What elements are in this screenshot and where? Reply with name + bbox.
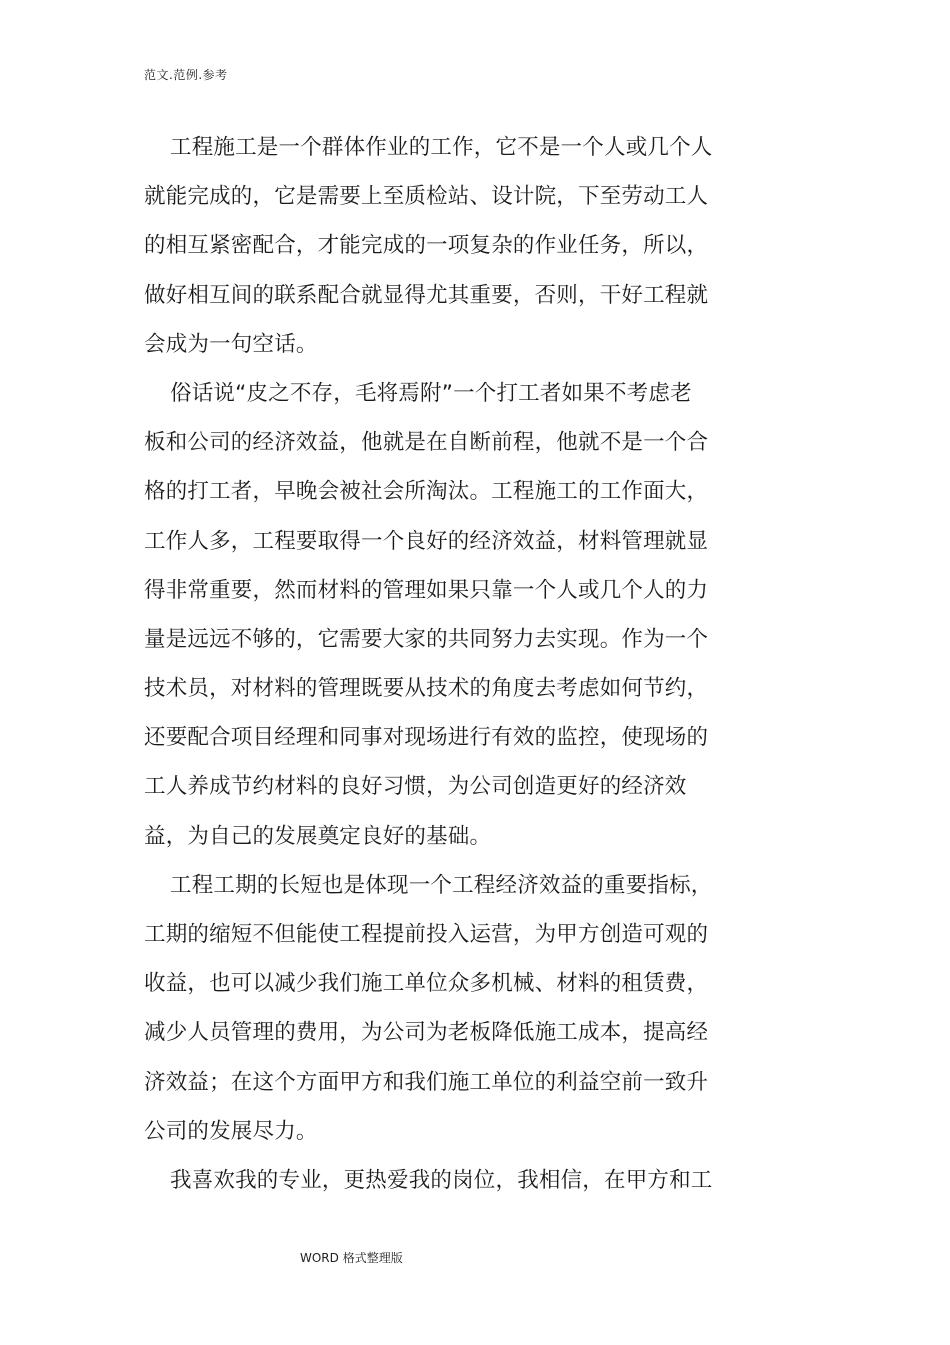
paragraph-1-line-5: 会成为一句空话。: [144, 331, 318, 357]
paragraph-4-line-1: 我喜欢我的专业，更热爱我的岗位，我相信，在甲方和工: [170, 1167, 713, 1193]
paragraph-3-line-3: 收益，也可以减少我们施工单位众多机械、材料的租赁费，: [144, 971, 709, 997]
page-header: 范文.范例.参考: [144, 68, 228, 82]
paragraph-3-line-5: 济效益；在这个方面甲方和我们施工单位的利益空前一致升: [144, 1069, 709, 1095]
paragraph-3-line-4: 减少人员管理的费用，为公司为老板降低施工成本，提高经: [144, 1020, 709, 1046]
paragraph-2-line-1: 俗话说“皮之不存，毛将焉附”一个打工者如果不考虑老: [170, 380, 692, 406]
paragraph-2-line-7: 技术员，对材料的管理既要从技术的角度去考虑如何节约，: [144, 676, 709, 702]
document-body: [144, 123, 748, 1205]
paragraph-3-line-2: 工期的缩短不但能使工程提前投入运营，为甲方创造可观的: [144, 922, 709, 947]
paragraph-2-line-4: 工作人多，工程要取得一个良好的经济效益，材料管理就显: [144, 528, 709, 554]
paragraph-1-line-1: 工程施工是一个群体作业的工作，它不是一个人或几个人: [170, 135, 713, 160]
paragraph-2-line-5: 得非常重要，然而材料的管理如果只靠一个人或几个人的力: [144, 577, 709, 603]
paragraph-2-line-2: 板和公司的经济效益，他就是在自断前程，他就不是一个合: [144, 430, 709, 456]
paragraph-2-line-3: 格的打工者，早晚会被社会所淘汰。工程施工的工作面大，: [144, 479, 709, 505]
paragraph-1-line-3: 的相互紧密配合，才能完成的一项复杂的作业任务，所以，: [144, 233, 709, 259]
paragraph-2-line-8: 还要配合项目经理和同事对现场进行有效的监控，使现场的: [144, 725, 709, 751]
paragraph-1-line-2: 就能完成的，它是需要上至质检站、设计院，下至劳动工人: [144, 184, 709, 210]
paragraph-2-line-9: 工人养成节约材料的良好习惯，为公司创造更好的经济效: [144, 774, 687, 800]
paragraph-3-line-1: 工程工期的长短也是体现一个工程经济效益的重要指标，: [170, 872, 713, 898]
page-footer: WORD 格式整理版: [300, 1251, 403, 1265]
paragraph-1-line-4: 做好相互间的联系配合就显得尤其重要，否则，干好工程就: [144, 282, 709, 308]
paragraph-2-line-10: 益，为自己的发展奠定良好的基础。: [144, 823, 492, 849]
paragraph-3-line-6: 公司的发展尽力。: [144, 1118, 318, 1144]
paragraph-2-line-6: 量是远远不够的，它需要大家的共同努力去实现。作为一个: [144, 626, 709, 652]
